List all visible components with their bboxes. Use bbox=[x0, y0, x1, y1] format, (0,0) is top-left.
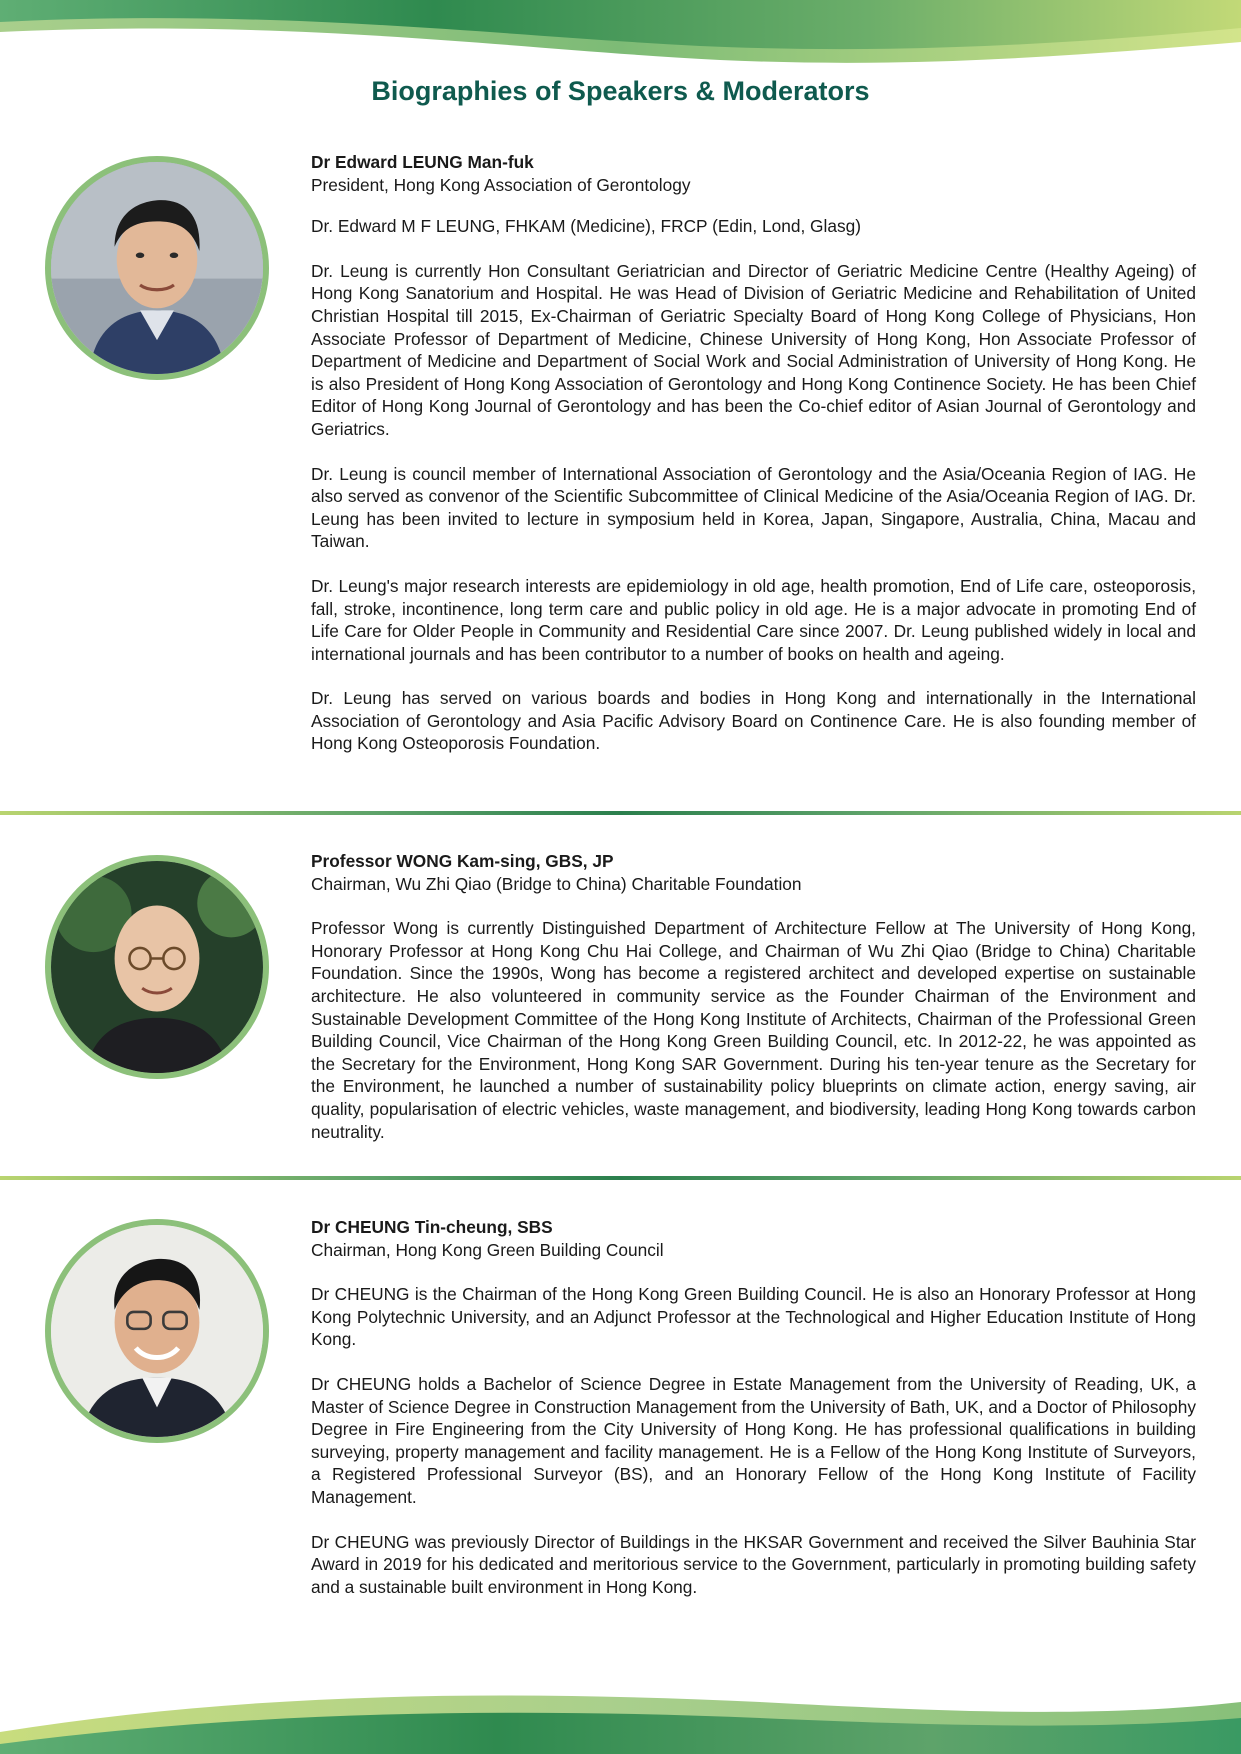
bio-paragraph: Dr CHEUNG was previously Director of Buildings in the HKSAR Government and received the Silver Bauhinia Star Award in 2019 for his dedicated and meritorious service to the Government, particularly in promoting building safety and a sustainable built environment in Hong Kong. bbox=[311, 1531, 1196, 1597]
top-wave-banner bbox=[0, 0, 1241, 70]
speaker-role: President, Hong Kong Association of Gerontology bbox=[311, 174, 691, 195]
bio-paragraph: Professor Wong is currently Distinguished Department of Architecture Fellow at The University of Hong Kong, Honorary Professor at Hong Kong Chu Hai College, and Chairman of Wu Zhi Qiao (Bridge to China) Charitable Foundation. Since the 1990s, Wong has become a registered architect and developed expertise on sustainable architecture. He also volunteered in community service as the Founder Chairman of the Environment and Sustainable Development Committee of the Hong Kong Institute of Architects, Chairman of the Professional Green Building Council, Vice Chairman of the Hong Kong Green Building Council, etc. In 2012-22, he was appointed as the Secretary for the Environment, Hong Kong SAR Government. During his ten-year tenure as the Secretary for the Environment, he launched a number of sustainability policy blueprints on climate action, energy saving, air quality, popularisation of electric vehicles, waste management, and biodiversity, leading Hong Kong towards carbon neutrality. bbox=[311, 918, 1196, 1142]
speaker-role: Chairman, Wu Zhi Qiao (Bridge to China) Charitable Foundation bbox=[311, 873, 802, 894]
speaker-photo bbox=[45, 1219, 269, 1443]
portrait-image bbox=[51, 1225, 263, 1437]
portrait-image bbox=[51, 162, 263, 374]
speaker-role: Chairman, Hong Kong Green Building Council bbox=[311, 1239, 664, 1260]
speaker-name: Professor WONG Kam-sing, GBS, JP bbox=[311, 851, 614, 871]
speaker-photo bbox=[45, 156, 269, 380]
bio-paragraph: Dr CHEUNG is the Chairman of the Hong Kong Green Building Council. He is also an Honorary Professor at Hong Kong Polytechnic University, and an Adjunct Professor at the Technological and Higher Education Institute of Hong Kong. bbox=[311, 1284, 1196, 1350]
bio-paragraph: Dr. Leung's major research interests are epidemiology in old age, health promotion, End of Life care, osteoporosis, fall, stroke, incontinence, long term care and public policy in old age. He is a major advocate in promoting End of Life Care for Older People in Community and Residential Care since 2007. Dr. Leung published widely in local and international journals and has been contributor to a number of books on health and ageing. bbox=[311, 575, 1196, 664]
page-title: Biographies of Speakers & Moderators bbox=[371, 76, 870, 106]
portrait-image bbox=[51, 861, 263, 1073]
speaker-name: Dr CHEUNG Tin-cheung, SBS bbox=[311, 1217, 553, 1237]
bio-paragraph: Dr. Leung has served on various boards and bodies in Hong Kong and internationally in the International Association of Gerontology and Asia Pacific Advisory Board on Continence Care. He is also founding member of Hong Kong Osteoporosis Foundation. bbox=[311, 688, 1196, 754]
speaker-name: Dr Edward LEUNG Man-fuk bbox=[311, 152, 534, 172]
bio-paragraph: Dr CHEUNG holds a Bachelor of Science Degree in Estate Management from the University of Reading, UK, a Master of Science Degree in Construction Management from the University of Bath, UK, and a Doctor of Philosophy Degree in Fire Engineering from the City University of Hong Kong. He has professional qualifications in building surveying, property management and facility management. He is a Fellow of the Hong Kong Institute of Surveyors, a Registered Professional Surveyor (BS), and an Honorary Fellow of the Hong Kong Institute of Facility Management. bbox=[311, 1373, 1196, 1507]
bio-paragraph: Dr. Leung is currently Hon Consultant Geriatrician and Director of Geriatric Medicine Centre (Healthy Ageing) of Hong Kong Sanatorium and Hospital. He was Head of Division of Geriatric Medicine and Rehabilitation of United Christian Hospital till 2015, Ex-Chairman of Geriatric Specialty Board of Hong Kong College of Physicians, Hon Associate Professor of Department of Medicine, Chinese University of Hong Kong, Hon Associate Professor of Department of Medicine and Department of Social Work and Social Administration of University of Hong Kong. He is also President of Hong Kong Association of Gerontology and Hong Kong Continence Society. He has been Chief Editor of Hong Kong Journal of Gerontology and has been the Co-chief editor of Asian Journal of Gerontology and Geriatrics. bbox=[311, 260, 1196, 439]
bio-paragraph: Dr. Leung is council member of International Association of Gerontology and the Asia/Oceania Region of IAG. He also served as convenor of the Scientific Subcommittee of Clinical Medicine of the Asia/Oceania Region of IAG. Dr. Leung has been invited to lecture in symposium held in Korea, Japan, Singapore, Australia, China, Macau and Taiwan. bbox=[311, 463, 1196, 552]
section-divider bbox=[0, 1176, 1241, 1180]
speaker-photo bbox=[45, 855, 269, 1079]
bottom-wave-banner bbox=[0, 1682, 1241, 1754]
speaker-credentials: Dr. Edward M F LEUNG, FHKAM (Medicine), FRCP (Edin, Lond, Glasg) bbox=[311, 216, 861, 237]
section-divider bbox=[0, 811, 1241, 815]
